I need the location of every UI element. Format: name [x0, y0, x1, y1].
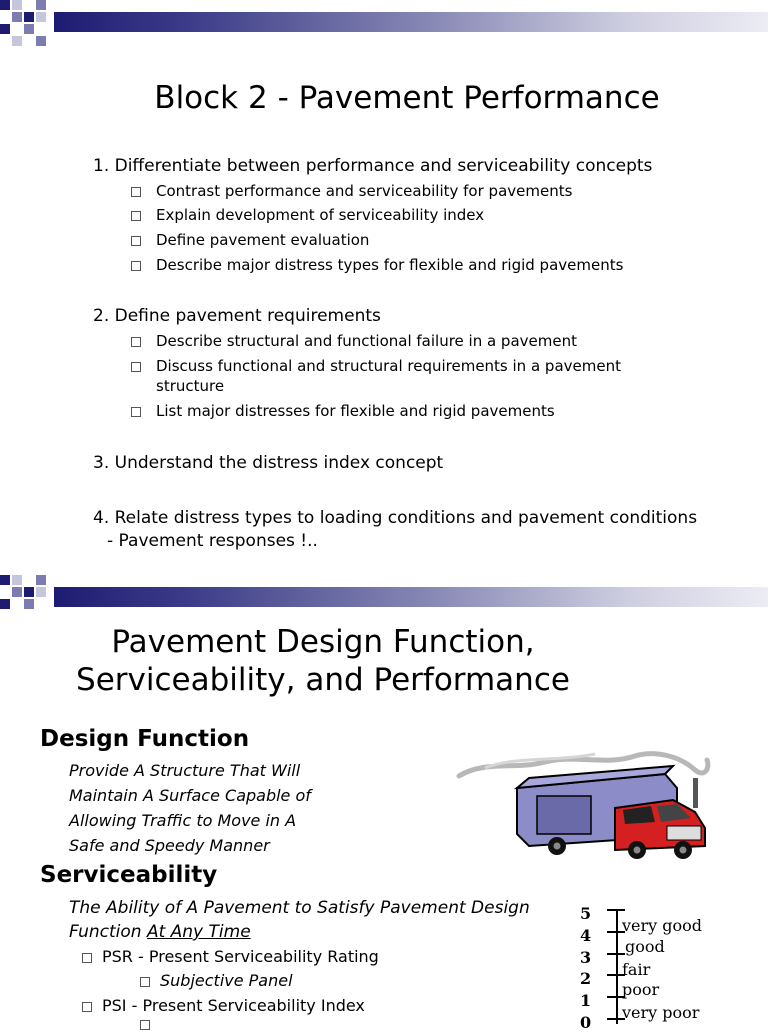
serviceability-heading: Serviceability — [40, 862, 218, 888]
slide-title-line2: Serviceability, and Performance — [76, 662, 570, 698]
decor-square — [36, 36, 46, 46]
slide-1: Block 2 - Pavement Performance 1. Differentiate between performance and serviceability concepts Contrast performance and serviceability for pavements Explain development of serviceability index Define pavement evaluation Describe major distress types for flexible and rigid pavements 2. Define pavement requirements Describe structural and functional failure in a pavement Discuss functional and structural requirements in a pavement structure List major distresses for flexible and rigid pavements 3. Understand the distress index concept 4. Relate distress types to loading conditions and pavement conditions - Pavement responses !.. — [0, 0, 768, 570]
decor-square — [12, 575, 22, 585]
scale-label: very good — [622, 916, 703, 935]
bullet-box-icon — [131, 362, 141, 372]
decor-square — [12, 12, 22, 22]
design-function-line: Provide A Structure That Will — [69, 761, 301, 780]
decor-square — [12, 587, 22, 597]
design-function-heading: Design Function — [40, 726, 250, 752]
decor-square — [24, 12, 34, 22]
scale-label: very poor — [622, 1003, 700, 1022]
scale-number: 5 — [580, 904, 592, 923]
decor-square — [12, 36, 22, 46]
bullet-box-icon — [131, 261, 141, 271]
bullet-box-icon — [131, 236, 141, 246]
bullet-box-icon — [82, 1002, 92, 1012]
scale-label: good — [625, 937, 665, 956]
slide-header-decoration — [0, 570, 768, 618]
design-function-line: Safe and Speedy Manner — [69, 836, 270, 855]
decor-square — [0, 599, 10, 609]
decor-square — [0, 0, 10, 10]
scale-number: 0 — [580, 1013, 592, 1032]
scale-number: 4 — [580, 926, 592, 945]
slide-title: Block 2 - Pavement Performance — [154, 80, 660, 116]
slide-title — [0, 623, 646, 699]
objective-3: 3. Understand the distress index concept — [93, 453, 444, 473]
header-gradient-bar — [54, 587, 768, 607]
slide-header-decoration — [0, 0, 768, 48]
bullet-box-icon — [131, 407, 141, 417]
decor-square — [12, 0, 22, 10]
objective-1: 1. Differentiate between performance and serviceability concepts — [93, 156, 653, 176]
decor-square — [36, 575, 46, 585]
scale-label: fair — [622, 960, 651, 979]
delivery-truck-clipart-icon — [455, 748, 715, 860]
decor-square — [24, 24, 34, 34]
bullet-box-icon — [131, 187, 141, 197]
design-function-line: Allowing Traffic to Move in A — [69, 811, 297, 830]
decor-square — [36, 0, 46, 10]
decor-square — [36, 12, 46, 22]
serviceability-definition-line1: The Ability of A Pavement to Satisfy Pavement Design — [69, 898, 530, 918]
scale-label: poor — [622, 980, 660, 999]
decor-square — [0, 24, 10, 34]
bullet-box-icon — [140, 1020, 150, 1030]
bullet-box-icon — [82, 953, 92, 963]
scale-number: 2 — [580, 969, 592, 988]
bullet-box-icon — [131, 211, 141, 221]
decor-square — [0, 575, 10, 585]
header-gradient-bar — [54, 12, 768, 32]
decor-square — [24, 599, 34, 609]
decor-square — [36, 587, 46, 597]
bullet-box-icon — [131, 337, 141, 347]
objective-4-continuation: - Pavement responses !.. — [107, 531, 318, 551]
objective-4: 4. Relate distress types to loading conditions and pavement conditions — [93, 508, 698, 528]
scale-number: 1 — [580, 991, 592, 1010]
decor-square — [24, 587, 34, 597]
objective-2: 2. Define pavement requirements — [93, 306, 381, 326]
scale-number: 3 — [580, 948, 592, 967]
slide-title-line1: Pavement Design Function, — [111, 624, 535, 660]
design-function-line: Maintain A Surface Capable of — [69, 786, 311, 805]
serviceability-definition-line2: Function At Any Time — [69, 922, 251, 942]
bullet-box-icon — [140, 977, 150, 987]
